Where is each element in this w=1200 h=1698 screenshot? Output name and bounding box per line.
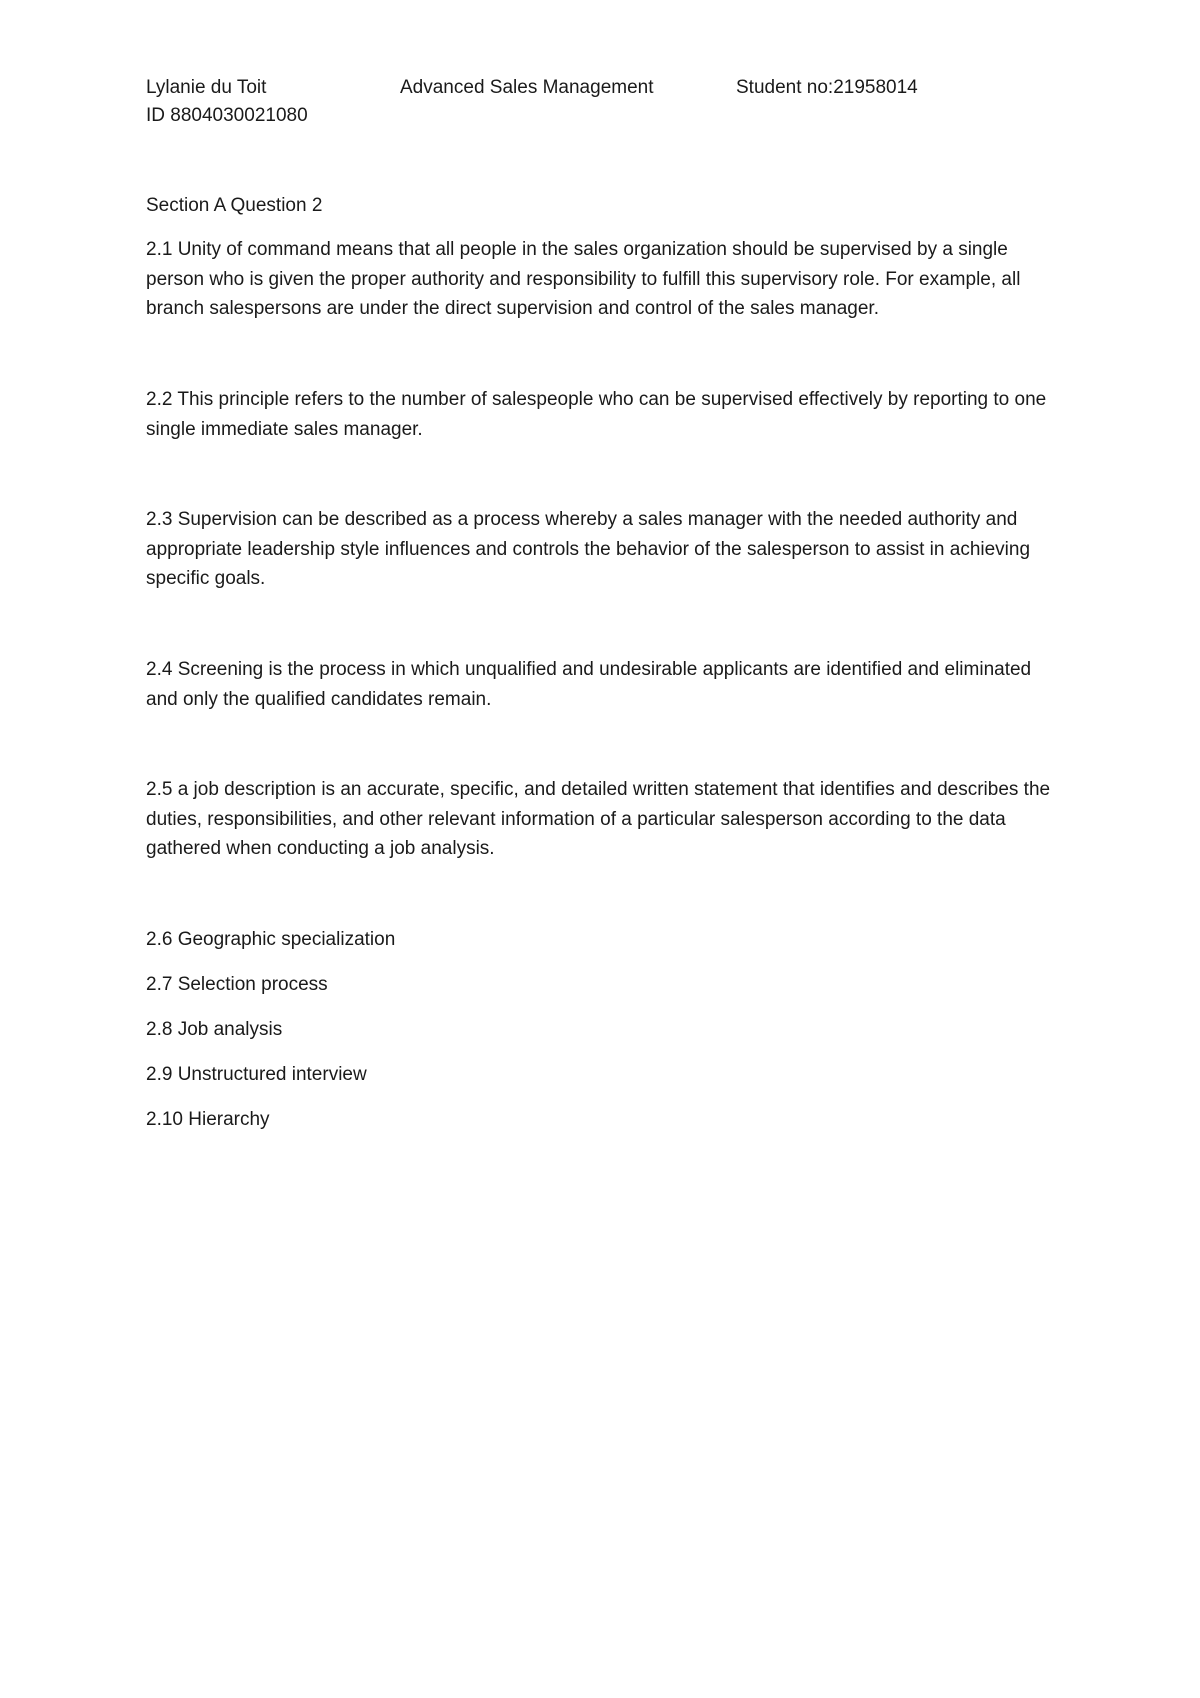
answer-2-4: 2.4 Screening is the process in which unqualified and undesirable applicants are identified and eliminated and only the qualified candidates remain.: [146, 659, 1032, 710]
answer-2-1: 2.1 Unity of command means that all people in the sales organization should be supervised by a single person who is given the proper authority and responsibility to fulfill this supervisory role. For example, all branch salespersons are under the direct supervision and control of the sales manager.: [146, 239, 1021, 319]
course-title: Advanced Sales Management: [400, 77, 654, 98]
answer-2-7: 2.7 Selection process: [146, 974, 328, 995]
student-id: ID 8804030021080: [146, 105, 308, 126]
page-header: [146, 74, 1066, 130]
header-row-2: [146, 102, 1066, 130]
answer-2-9: 2.9 Unstructured interview: [146, 1064, 367, 1085]
section-title: Section A Question 2: [146, 195, 323, 216]
answer-2-8: 2.8 Job analysis: [146, 1019, 283, 1040]
header-row-1: [146, 74, 1066, 102]
student-name: Lylanie du Toit: [146, 77, 267, 98]
student-number: Student no:21958014: [736, 77, 918, 98]
answer-2-10: 2.10 Hierarchy: [146, 1109, 270, 1130]
answer-2-5: 2.5 a job description is an accurate, specific, and detailed written statement that identifies and describes the duties, responsibilities, and other relevant information of a particular salesperson according to the data gathered when conducting a job analysis.: [146, 779, 1051, 859]
answer-2-3: 2.3 Supervision can be described as a process whereby a sales manager with the needed authority and appropriate leadership style influences and controls the behavior of the salesperson to assist in achieving specific goals.: [146, 509, 1031, 589]
answer-2-2: 2.2 This principle refers to the number of salespeople who can be supervised effectively by reporting to one single immediate sales manager.: [146, 389, 1047, 440]
answer-2-6: 2.6 Geographic specialization: [146, 929, 396, 950]
